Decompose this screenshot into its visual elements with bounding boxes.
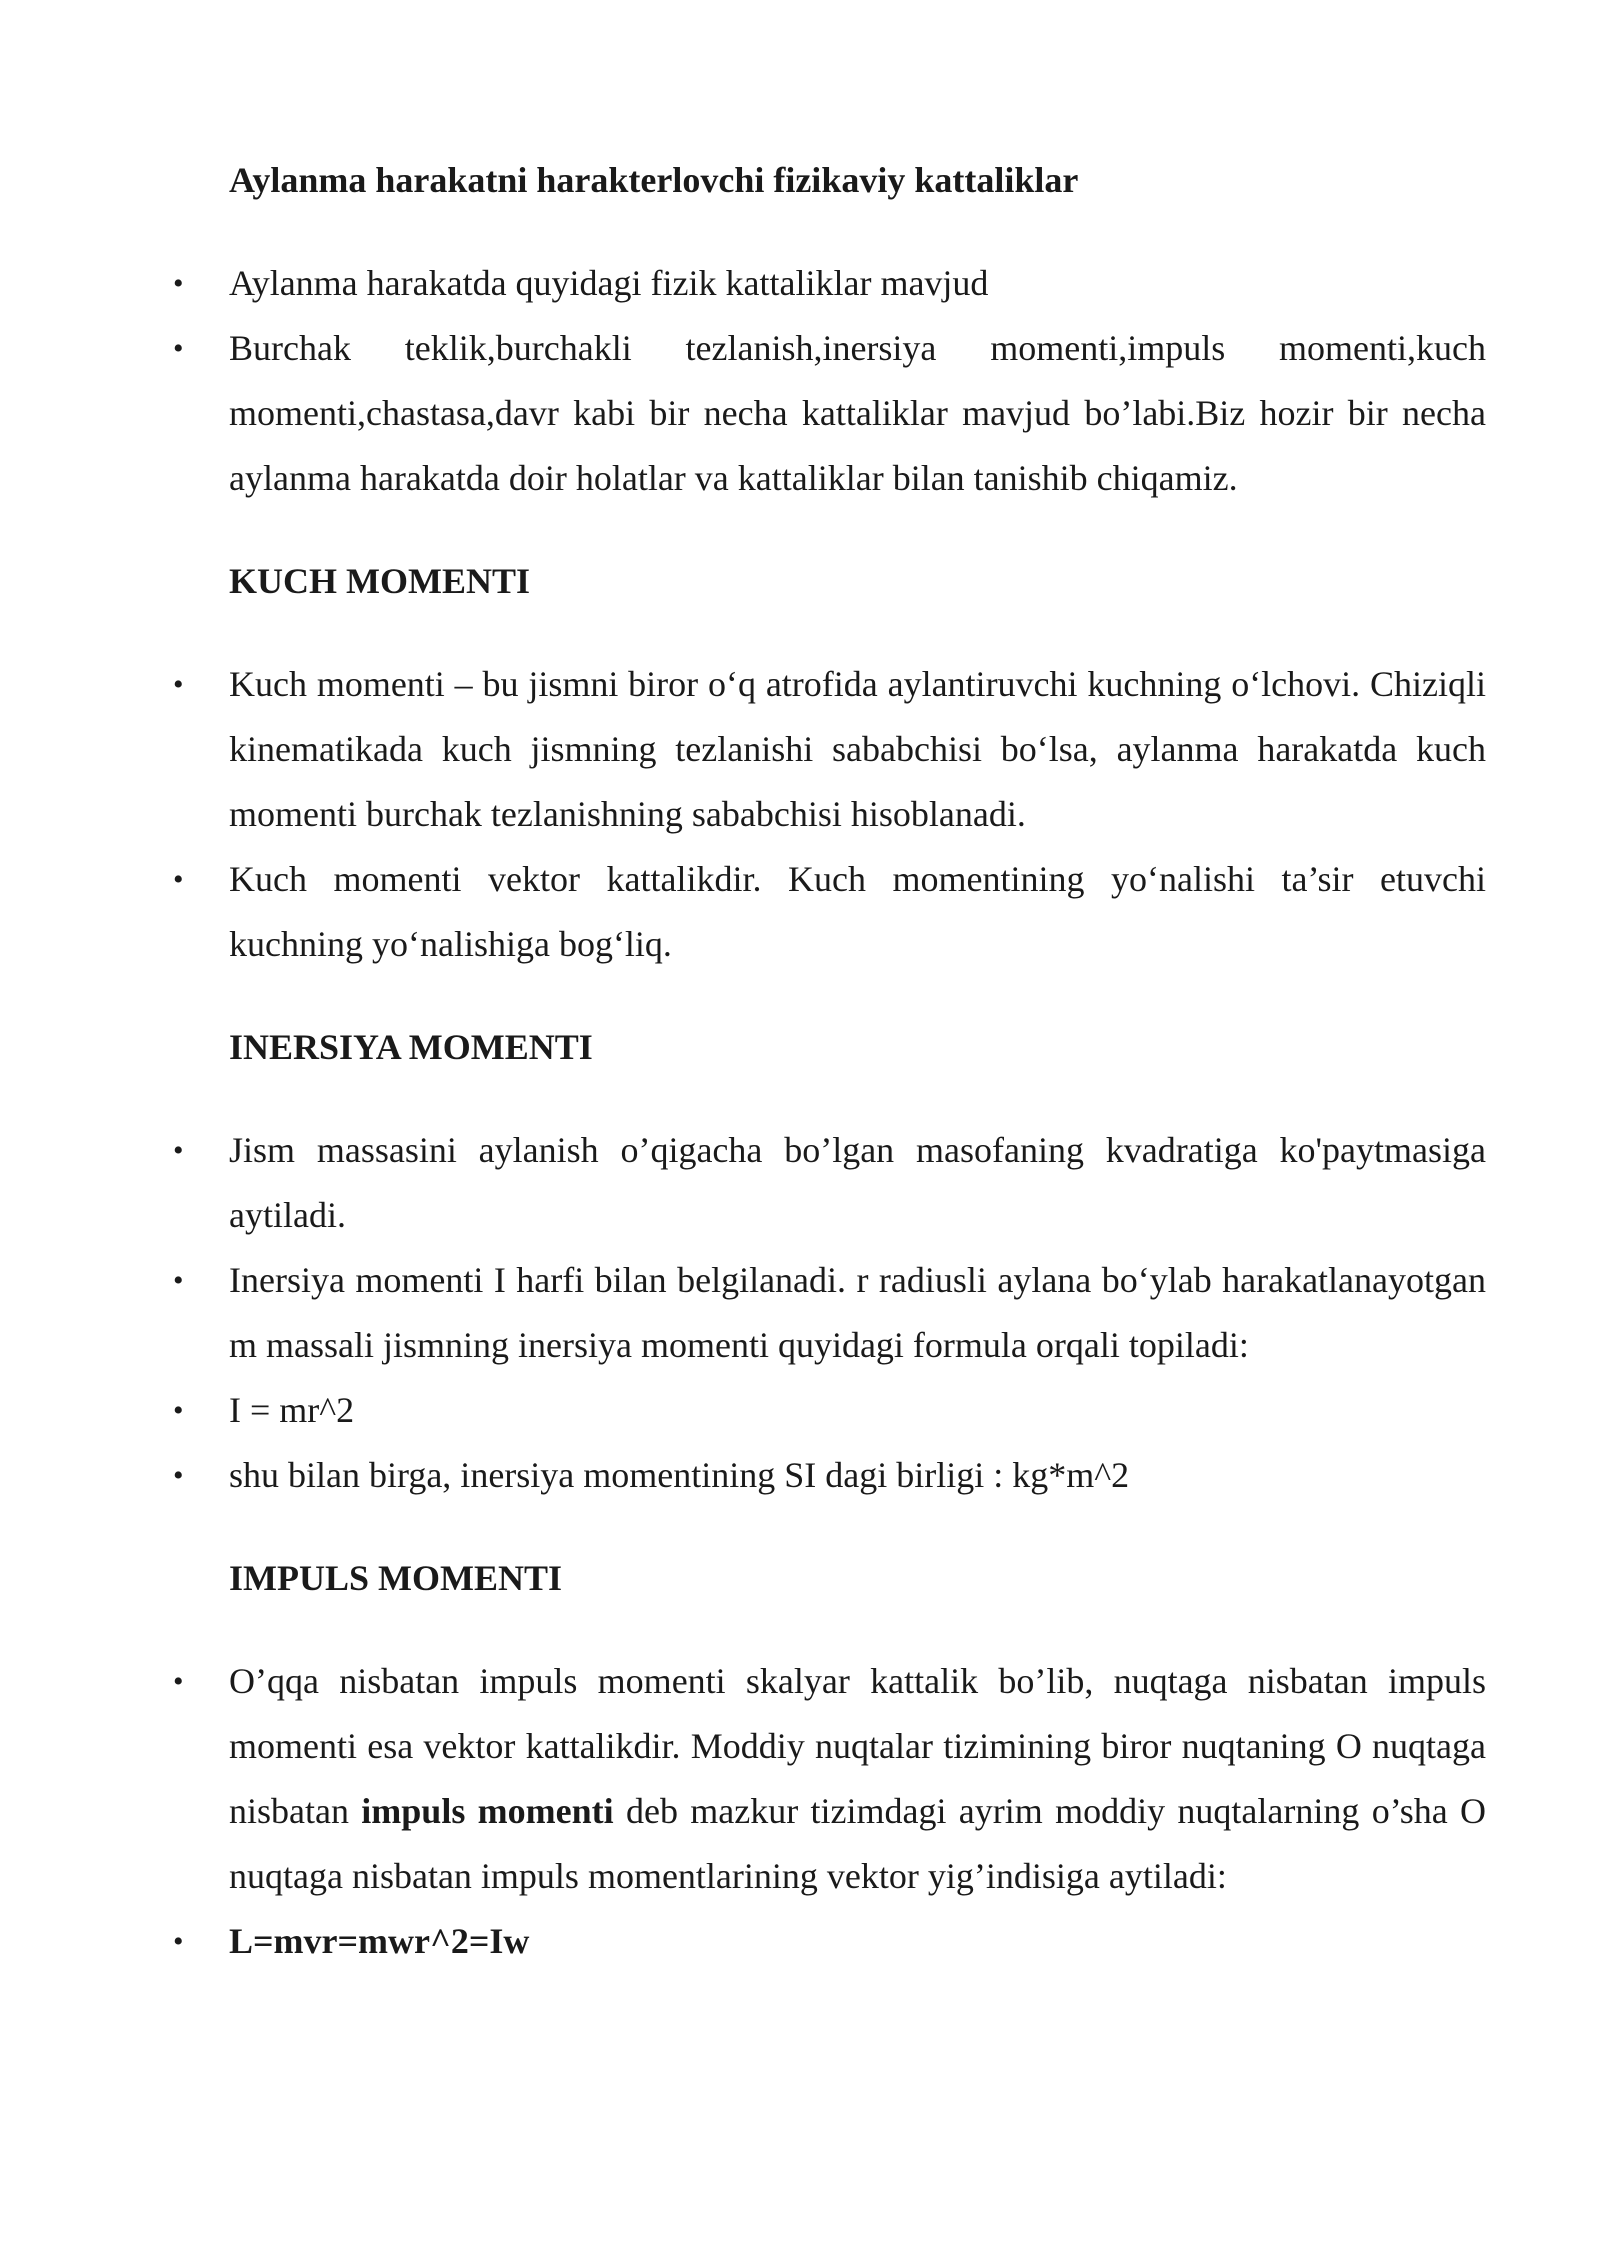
document-body bbox=[173, 148, 1486, 1974]
impuls-momenti-list bbox=[173, 1649, 1486, 1974]
bold-term: impuls momenti bbox=[361, 1791, 614, 1831]
list-item bbox=[173, 1649, 1486, 1909]
list-item bbox=[173, 316, 1486, 511]
formula-angular-momentum: L=mvr=mwr^2=Iw bbox=[229, 1921, 530, 1961]
list-item-text-part: O’qqa nisbatan impuls momenti skalyar kattalik bo’lib, nuqtaga nisbatan impuls momenti esa vektor kattalikdir. Moddiy nuqtalar tizimining biror nuqtaning O nuqtaga nisbatan bbox=[229, 1661, 1486, 1831]
section-heading-inersiya-momenti: INERSIYA MOMENTI bbox=[229, 1027, 593, 1067]
list-item bbox=[173, 1248, 1486, 1378]
list-item bbox=[173, 1443, 1486, 1508]
list-item-text-part: deb mazkur tizimdagi ayrim moddiy nuqtalarning o’sha O nuqtaga nisbatan impuls momentlarining vektor yig’indisiga aytiladi: bbox=[229, 1791, 1486, 1896]
bullet-icon: • bbox=[173, 1264, 184, 1297]
formula-inertia: I = mr^2 bbox=[229, 1390, 355, 1430]
section-heading-impuls-momenti: IMPULS MOMENTI bbox=[229, 1558, 562, 1598]
bullet-icon: • bbox=[173, 668, 184, 701]
list-item-text: Jism massasini aylanish o’qigacha bo’lgan masofaning kvadratiga ko'paytmasiga aytiladi. bbox=[229, 1130, 1486, 1235]
list-item bbox=[173, 251, 1486, 316]
list-item-text: Aylanma harakatda quyidagi fizik kattaliklar mavjud bbox=[229, 263, 989, 303]
list-item-text: Kuch momenti – bu jismni biror o‘q atrofida aylantiruvchi kuchning o‘lchovi. Chiziqli kinematikada kuch jismning tezlanishi sababchisi bo‘lsa, aylanma harakatda kuch momenti burchak tezlanishning sababchisi hisoblanadi. bbox=[229, 664, 1486, 834]
list-item-text: Burchak teklik,burchakli tezlanish,inersiya momenti,impuls momenti,kuch momenti,chastasa,davr kabi bir necha kattaliklar mavjud bo’labi.Biz hozir bir necha aylanma harakatda doir holatlar va kattaliklar bilan tanishib chiqamiz. bbox=[229, 328, 1486, 498]
inersiya-momenti-list bbox=[173, 1118, 1486, 1508]
bullet-icon: • bbox=[173, 1134, 184, 1167]
document-title: Aylanma harakatni harakterlovchi fizikaviy kattaliklar bbox=[229, 160, 1079, 200]
list-item bbox=[173, 652, 1486, 847]
list-item bbox=[173, 847, 1486, 977]
bullet-icon: • bbox=[173, 332, 184, 365]
list-item bbox=[173, 1378, 1486, 1443]
bullet-icon: • bbox=[173, 267, 184, 300]
kuch-momenti-list bbox=[173, 652, 1486, 977]
bullet-icon: • bbox=[173, 1925, 184, 1958]
list-item-text: Kuch momenti vektor kattalikdir. Kuch momentining yo‘nalishi ta’sir etuvchi kuchning yo‘nalishiga bog‘liq. bbox=[229, 859, 1486, 964]
list-item-text: shu bilan birga, inersiya momentining SI dagi birligi : kg*m^2 bbox=[229, 1455, 1130, 1495]
list-item bbox=[173, 1909, 1486, 1974]
bullet-icon: • bbox=[173, 1665, 184, 1698]
section-heading-kuch-momenti: KUCH MOMENTI bbox=[229, 561, 530, 601]
bullet-icon: • bbox=[173, 1394, 184, 1427]
list-item bbox=[173, 1118, 1486, 1248]
list-item-text: Inersiya momenti I harfi bilan belgilanadi. r radiusli aylana bo‘ylab harakatlanayotgan m massali jismning inersiya momenti quyidagi formula orqali topiladi: bbox=[229, 1260, 1486, 1365]
intro-list bbox=[173, 251, 1486, 511]
bullet-icon: • bbox=[173, 863, 184, 896]
bullet-icon: • bbox=[173, 1459, 184, 1492]
